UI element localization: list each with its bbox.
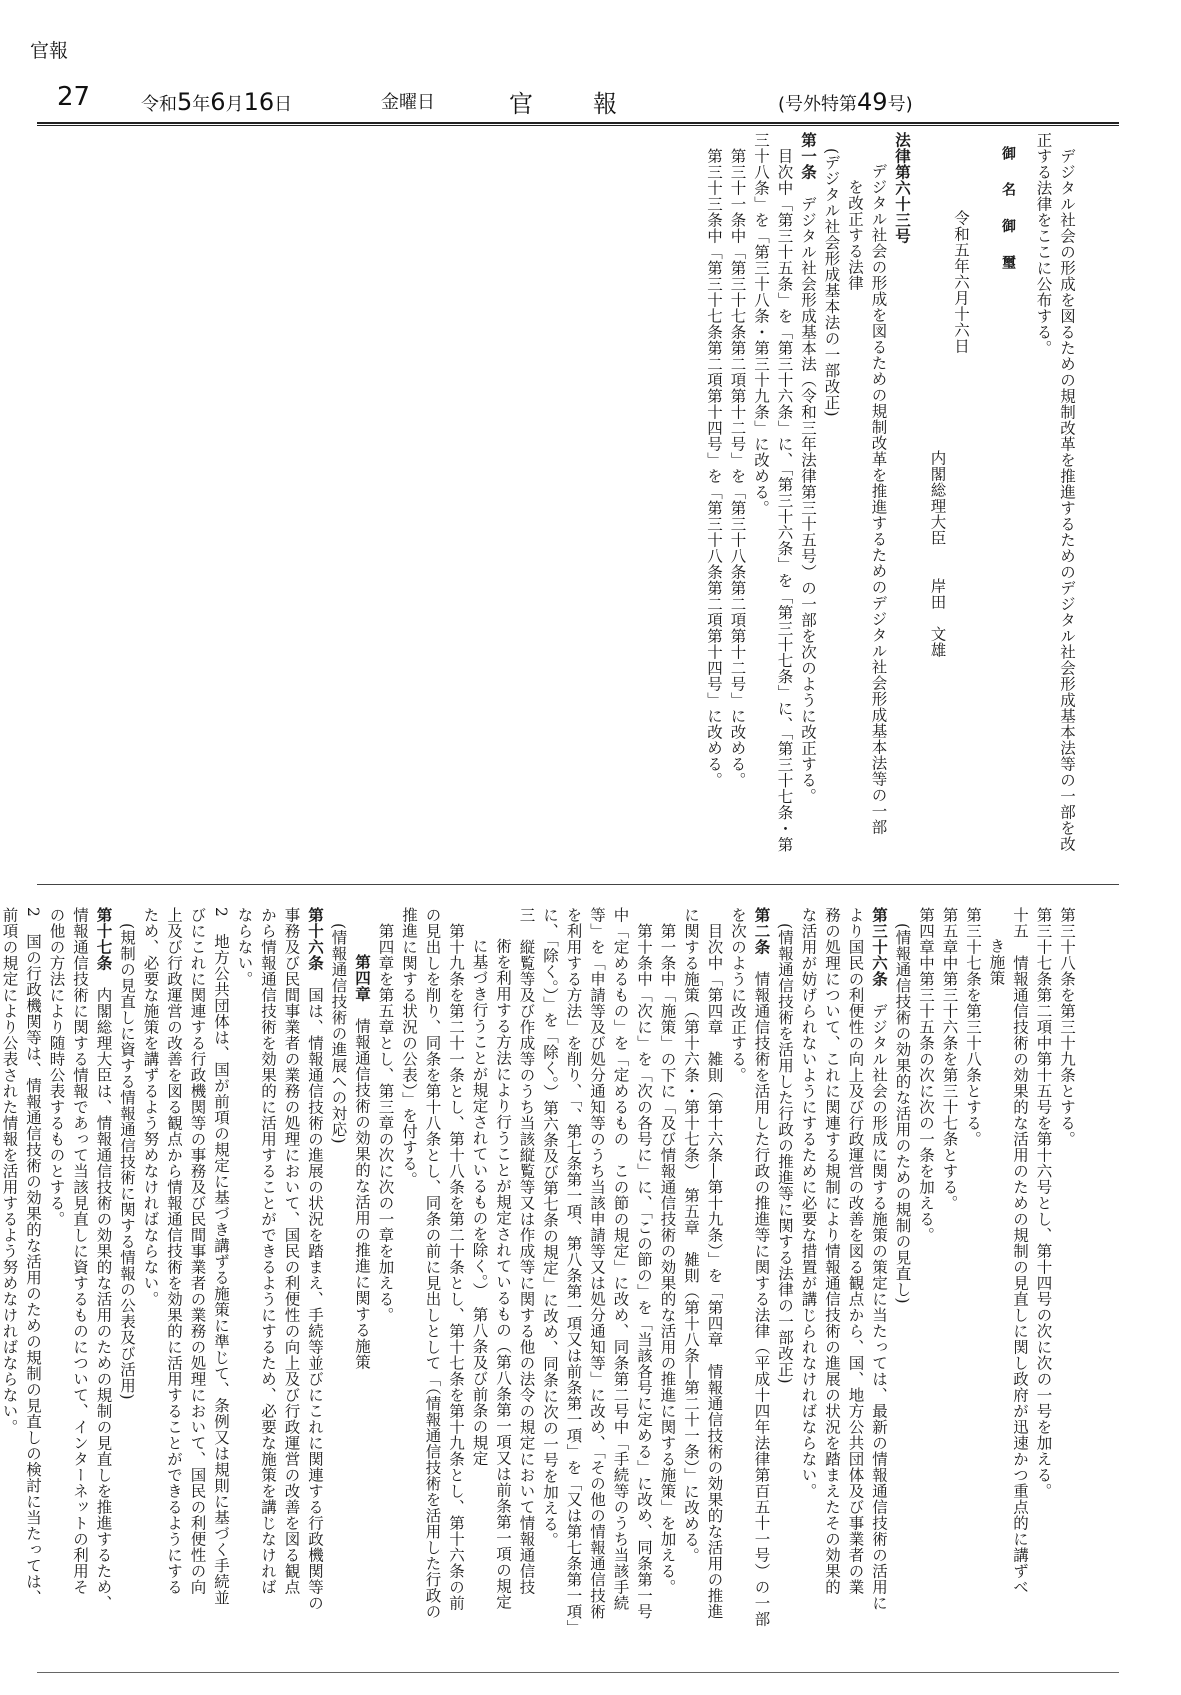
article-line: 第三十三条中「第三十七条第二項第十四号」を「第三十八条第二項第十四号」に改める。 <box>705 147 723 788</box>
text-column: より国民の利便性の向上及び行政運営の改善を図る観点から、国、地方公共団体及び事業者の業 <box>846 907 865 1595</box>
text-column: 第十条中「次に」を「次の各号に」に、「この節の」を「当該各号に定める」に改め、同条第一号 <box>635 922 653 1619</box>
text-column: 2 地方公共団体は、国が前項の規定に基づき講ずる施策に準じて、条例又は規則に基づく手続並 <box>212 907 230 1606</box>
page-label: 官報 <box>30 40 69 62</box>
text-column: 第五章中第三十六条を第三十七条とする。 <box>940 907 959 1211</box>
article-line: 第三十一条中「第三十七条第二項第十二号」を「第三十八条第二項第十二号」に改める。 <box>728 147 747 788</box>
text-column: 第四章を第五章とし、第三章の次に次の一章を加える。 <box>376 922 395 1323</box>
law-title-line: を改正する法律 <box>846 178 864 291</box>
page-number: 27 <box>57 82 91 112</box>
text-column: 事務及び民間事業者の業務の処理において、国民の利便性の向上及び行政運営の改善を図る観点 <box>282 907 301 1595</box>
text-column: 中「定めるもの」を「定めるもの この節の規定」に改め、同条第二号中「手続等のうち当該手続 <box>611 907 630 1611</box>
text-column: 第二条 情報通信技術を活用した行政の推進等に関する法律（平成十四年法律第百五十一号）の一部 <box>752 907 771 1627</box>
masthead <box>33 72 1123 122</box>
text-column: な活用が妨げられないようにするために必要な措置が講じられなければならない。 <box>799 907 818 1499</box>
text-column: 第三十七条第二項中第十五号を第十六号とし、第十四号の次に次の一号を加える。 <box>1034 907 1053 1499</box>
text-column: びにこれに関連する行政機関等の事務及び民間事業者の業務の処理において、国民の利便性の向 <box>188 907 207 1595</box>
article-heading: 第四章 <box>353 953 371 1002</box>
article-heading: 第二条 <box>752 907 771 955</box>
article-heading: 第十七条 <box>94 907 113 971</box>
issue-date: 令和5年6月16日 <box>141 88 293 116</box>
text-column: の他の方法により随時公表するものとする。 <box>47 907 66 1227</box>
text-column: 第三十八条を第三十九条とする。 <box>1058 907 1076 1147</box>
text-column: (情報通信技術の効果的な活用のための規制の見直し) <box>893 922 912 1304</box>
text-column: き施策 <box>987 938 1006 986</box>
text-column: に関する施策（第十六条・第十七条） 第五章 雑則（第十八条―第二十一条）」に改める。 <box>682 907 700 1564</box>
issue-number: (号外特第49号) <box>778 88 913 116</box>
text-column: 三 縦覧等及び作成等のうち当該縦覧等又は作成等に関する他の法令の規定において情報通信技 <box>517 907 536 1595</box>
promulgation-line: デジタル社会の形成を図るための規制改革を推進するためのデジタル社会形成基本法等の一部を改 <box>1058 147 1076 852</box>
promulgation-date: 令和五年六月十六日 <box>952 209 970 354</box>
text-column: 務の処理について、これに関連する規制により情報通信技術の進展の状況を踏まえたその効果的 <box>823 907 841 1595</box>
text-column: (情報通信技術の進展への対応) <box>329 922 348 1144</box>
text-column: 上及び行政運営の改善を図る観点から情報通信技術を効果的に活用することができるようにする <box>165 907 183 1595</box>
gazette-page <box>0 72 1123 1682</box>
text-column: 等」を「申請等及び処分通知等のうち当該申請等又は処分通知等」に改め、「その他の情報通信技術 <box>588 907 606 1620</box>
text-column: 第十七条 内閣総理大臣は、情報通信技術の効果的な活用のための規制の見直しを推進するため、 <box>94 907 113 1611</box>
text-column: 術を利用する方法により行うことが規定されているもの（第八条第一項又は前条第一項の規定 <box>494 938 512 1610</box>
bottom-section <box>0 907 1078 1667</box>
weekday: 金曜日 <box>381 92 435 113</box>
text-column: に、「除く。）」を「除く。）第六条及び第七条の規定」に改め、同条に次の一号を加える。 <box>541 907 559 1548</box>
text-column: を次のように改正する。 <box>729 907 747 1083</box>
article-caption: (デジタル社会形成基本法の一部改正) <box>822 147 841 417</box>
article-heading: 第十六条 <box>306 907 324 971</box>
article-line: 目次中「第三十五条」を「第三十六条」に、「第三十六条」を「第三十七条」に、「第三十七条・第 <box>775 147 794 852</box>
text-column: 第一条中「施策」の下に「及び情報通信技術の効果的な活用の推進に関する施策」を加える。 <box>658 922 677 1595</box>
text-column: 第三十六条 デジタル社会の形成に関する施策の策定に当たっては、最新の情報通信技術の活用に <box>870 907 888 1611</box>
text-column: に基づき行うことが規定されているものを除く。） 第八条及び前条の規定 <box>470 938 489 1467</box>
text-column: 第四章中第三十五条の次に次の一条を加える。 <box>917 907 935 1243</box>
header-rule <box>37 122 1119 126</box>
text-column: 2 国の行政機関等は、情報通信技術の効果的な活用のための規制の見直しの検討に当たっては、 <box>24 907 42 1606</box>
text-column: 第十六条 国は、情報通信技術の進展の状況を踏まえ、手続等並びにこれに関連する行政機関等の <box>306 907 324 1611</box>
text-column: (情報通信技術を活用した行政の推進等に関する法律の一部改正) <box>776 922 794 1384</box>
article-line: 第一条 デジタル社会形成基本法（令和三年法律第三十五号）の一部を次のように改正する。 <box>799 132 817 804</box>
text-column: 第四章 情報通信技術の効果的な活用の推進に関する施策 <box>353 953 371 1370</box>
text-column: を利用する方法」を削り、「、第七条第一項、第八条第一項又は前条第一項」を「又は第七条第一項」 <box>564 907 583 1636</box>
article-line: 三十八条」を「第三十八条・第三十九条」に改める。 <box>752 132 770 516</box>
text-column: 目次中「第四章 雑則（第十六条―第十九条）」を「第四章 情報通信技術の効果的な活用の推進 <box>705 922 724 1619</box>
section-divider <box>37 884 1119 885</box>
text-column: (規制の見直しに資する情報通信技術に関する情報の公表及び活用) <box>118 922 136 1400</box>
gazette-title: 官報 <box>509 90 677 118</box>
imperial-seal: 御名御璽 <box>1000 146 1016 292</box>
text-column: 前項の規定により公表された情報を活用するよう努めなければならない。 <box>0 907 19 1435</box>
article-heading: 第三十六条 <box>870 907 888 987</box>
law-number: 法律第六十三号 <box>893 132 911 244</box>
text-column: 推進に関する状況の公表）」を付する。 <box>400 907 418 1188</box>
signature: 内閣総理大臣 岸田 文雄 <box>928 449 947 658</box>
text-column: ため、必要な施策を講ずるよう努めなければならない。 <box>141 907 160 1307</box>
text-column: から情報通信技術を効果的に活用することができるようにするため、必要な施策を講じなければ <box>259 907 277 1595</box>
text-column: の見出しを削り、同条を第十八条とし、同条の前に見出しとして「（情報通信技術を活用した行政の <box>423 907 442 1620</box>
text-column: 第十九条を第二十一条とし、第十八条を第二十条とし、第十七条を第十九条とし、第十六条の前 <box>447 922 465 1611</box>
text-column: 情報通信技術に関する情報であって当該見直しに資するものについて、インターネットの利用そ <box>71 907 89 1595</box>
footer-rule <box>37 1672 1119 1673</box>
law-title-line: デジタル社会の形成を図るための規制改革を推進するためのデジタル社会形成基本法等の一部 <box>869 163 888 835</box>
top-section <box>48 132 1078 877</box>
text-column: ならない。 <box>235 907 254 987</box>
promulgation-line: 正する法律をここに公布する。 <box>1034 132 1053 356</box>
text-column: 第三十七条を第三十八条とする。 <box>964 907 982 1147</box>
text-column: 十五 情報通信技術の効果的な活用のための規制の見直しに関し政府が迅速かつ重点的に講ずべ <box>1011 907 1029 1595</box>
